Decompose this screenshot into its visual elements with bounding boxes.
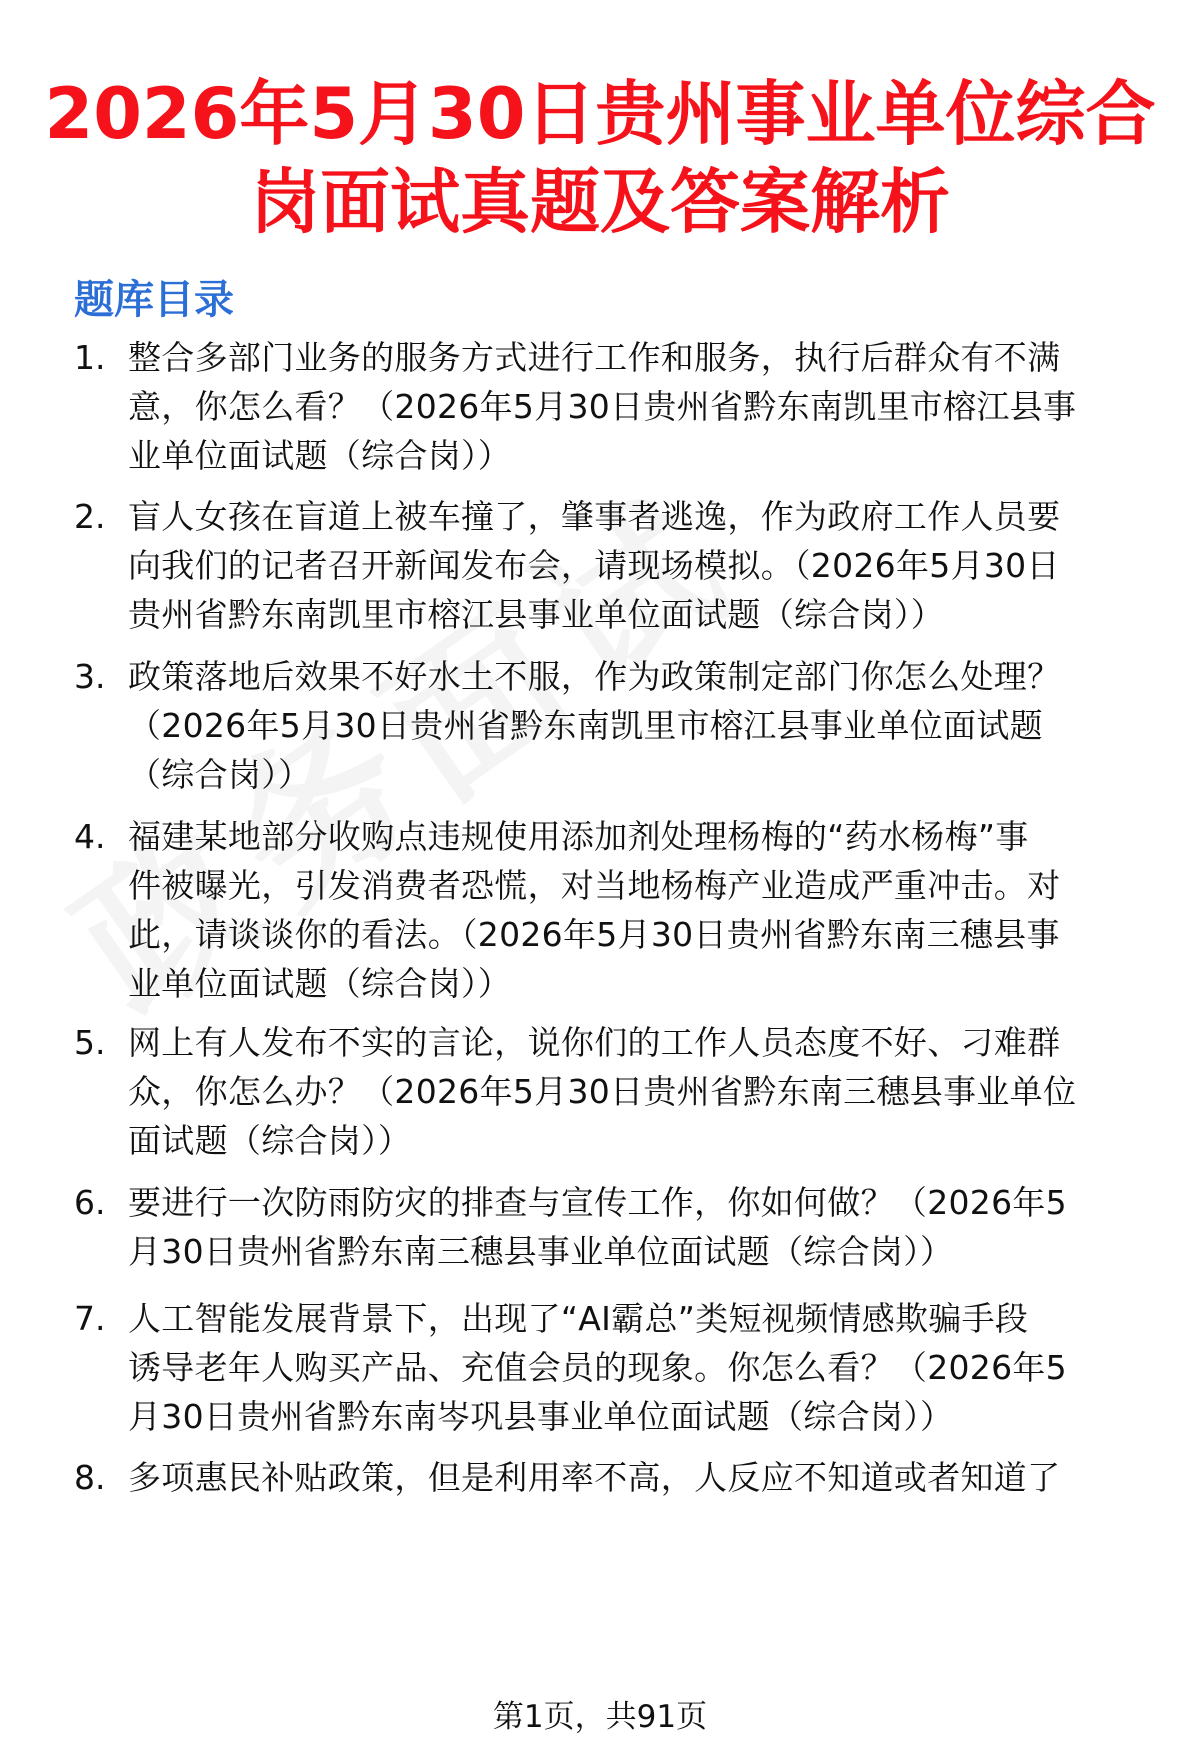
question-line: 要进行一次防雨防灾的排查与宣传工作，你如何做？（2026年5 [128, 1183, 1067, 1222]
question-text [128, 1453, 1138, 1502]
question-number: 8. [74, 1458, 106, 1497]
section-heading: 题库目录 [74, 277, 234, 323]
question-number: 5. [74, 1023, 106, 1062]
question-line: 诱导老年人购买产品、充值会员的现象。你怎么看？（2026年5 [128, 1348, 1067, 1387]
question-text [128, 1294, 1138, 1441]
question-line: 人工智能发展背景下，出现了“AI霸总”类短视频情感欺骗手段 [128, 1299, 1029, 1338]
question-line: 多项惠民补贴政策，但是利用率不高，人反应不知道或者知道了 [128, 1458, 1061, 1497]
question-line: 向我们的记者召开新闻发布会，请现场模拟。（2026年5月30日 [128, 546, 1060, 585]
page-footer: 第1页，共91页 [492, 1699, 708, 1735]
question-line: 面试题（综合岗）） [128, 1121, 412, 1160]
question-number: 7. [74, 1299, 106, 1338]
question-text [128, 812, 1138, 1008]
question-line: 月30日贵州省黔东南岑巩县事业单位面试题（综合岗）） [128, 1397, 954, 1436]
question-text [128, 652, 1138, 799]
question-line: 件被曝光，引发消费者恐慌，对当地杨梅产业造成严重冲击。对 [128, 866, 1061, 905]
question-number: 3. [74, 657, 106, 696]
question-line: 福建某地部分收购点违规使用添加剂处理杨梅的“药水杨梅”事 [128, 817, 1029, 856]
question-text [128, 492, 1138, 639]
question-line: 贵州省黔东南凯里市榕江县事业单位面试题（综合岗）） [128, 595, 944, 634]
question-line: 众，你怎么办？（2026年5月30日贵州省黔东南三穗县事业单位 [128, 1072, 1077, 1111]
question-line: （2026年5月30日贵州省黔东南凯里市榕江县事业单位面试题 [128, 706, 1043, 745]
title-line-1: 2026年5月30日贵州事业单位综合 [44, 73, 1156, 155]
question-line: 月30日贵州省黔东南三穗县事业单位面试题（综合岗）） [128, 1232, 954, 1271]
question-text [128, 1178, 1138, 1276]
title-line-2: 岗面试真题及答案解析 [250, 161, 950, 243]
question-line: 业单位面试题（综合岗）） [128, 964, 512, 1003]
question-line: 业单位面试题（综合岗）） [128, 436, 512, 475]
question-line: 网上有人发布不实的言论，说你们的工作人员态度不好、刁难群 [128, 1023, 1061, 1062]
question-line: 意，你怎么看？（2026年5月30日贵州省黔东南凯里市榕江县事 [128, 387, 1077, 426]
question-text [128, 333, 1138, 480]
question-line: 政策落地后效果不好水土不服，作为政策制定部门你怎么处理？ [128, 657, 1061, 696]
question-number: 2. [74, 497, 106, 536]
question-line: 盲人女孩在盲道上被车撞了，肇事者逃逸，作为政府工作人员要 [128, 497, 1061, 536]
question-line: 此，请谈谈你的看法。（2026年5月30日贵州省黔东南三穗县事 [128, 915, 1060, 954]
question-number: 4. [74, 817, 106, 856]
question-number: 1. [74, 338, 106, 377]
question-line: 整合多部门业务的服务方式进行工作和服务，执行后群众有不满 [128, 338, 1061, 377]
question-number: 6. [74, 1183, 106, 1222]
question-text [128, 1018, 1138, 1165]
question-line: （综合岗）） [128, 755, 312, 794]
